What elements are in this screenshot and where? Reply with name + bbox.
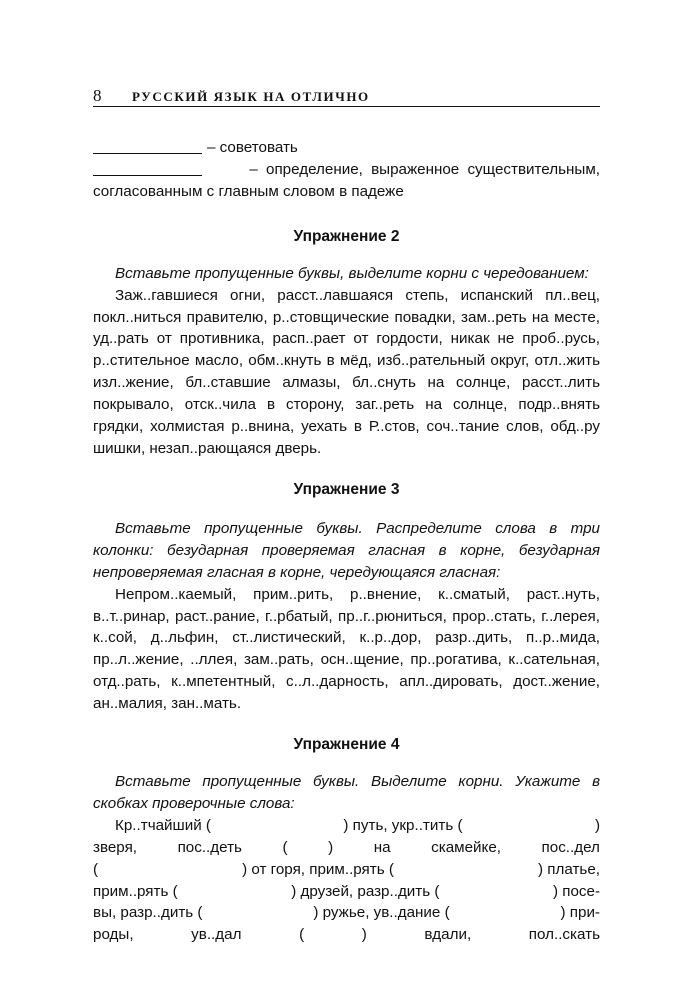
line-part: ( [299, 926, 305, 944]
exercise-2-title: Упражнение 2 [293, 227, 400, 245]
term-definition: – советовать [207, 139, 298, 156]
line-part: Кр..тчайший ( [115, 816, 211, 834]
book-title: РУССКИЙ ЯЗЫК НА ОТЛИЧНО [132, 89, 370, 104]
line-part: ) друзей, разр..дить ( [291, 882, 440, 900]
line-part: ) [361, 926, 367, 944]
exercise-4-line [93, 837, 600, 859]
term-line-2 [93, 159, 600, 181]
line-part: скамейке, [431, 838, 501, 856]
answer-blank [93, 159, 202, 176]
line-part: ) ружье, ув..дание ( [313, 904, 450, 922]
exercise-2-text: Заж..гавшиеся огни, расст..лавшаяся степь, испанский пл..вец, покл..ниться правителю, р..стовщические повадки, зам..реть на месте, уд..рать от противника, расп..рает от гордости, никак не проб..русь, р..стительное масло, обм..кнуть в мёд, изб..рательный округ, отл..жить изл..жение, бл..ставшие алмазы, бл..снуть на солнце, расст..лить покрывало, отск..чила в сторону, заг..реть на солнце, подр..внять грядки, холмистая р..внина, уехать в Р..стов, соч..тание слов, обд..ру шишки, незап..рающаяся дверь. [93, 286, 600, 457]
exercise-3-instruction: Вставьте пропущенные буквы. Распределите слова в три колонки: безударная проверяемая гласная в корне, безударная непроверяемая гласная в корне, чередующаяся гласная: [93, 519, 600, 581]
exercise-3-title: Упражнение 3 [293, 480, 400, 498]
answer-blank [93, 137, 202, 154]
book-page [93, 84, 600, 946]
line-part: прим..рять ( [93, 882, 178, 900]
exercise-4-title: Упражнение 4 [293, 736, 400, 754]
exercise-4-line [93, 881, 600, 903]
line-part: ) при- [560, 904, 600, 922]
line-part: пос..деть [177, 838, 242, 856]
term-definition: – определение, выраженное существительным, [249, 160, 600, 178]
line-part: зверя, [93, 838, 138, 856]
line-part: ув..дал [191, 926, 242, 944]
page-content [93, 137, 600, 946]
line-part: ( [282, 838, 288, 856]
line-part: ( [93, 860, 99, 878]
line-part: роды, [93, 926, 134, 944]
line-part: пос..дел [541, 838, 600, 856]
term-line-1 [93, 137, 600, 159]
line-part: вдали, [424, 926, 472, 944]
running-header [93, 84, 600, 107]
line-part: ) от горя, прим..рять ( [242, 860, 394, 878]
exercise-4-line [93, 815, 600, 837]
line-part: ) платье, [537, 860, 600, 878]
line-part: ) посе- [552, 882, 600, 900]
exercise-4-line [93, 924, 600, 946]
term-line-3: согласованным с главным словом в падеже [93, 182, 404, 200]
exercise-2-instruction: Вставьте пропущенные буквы, выделите корни с чередованием: [115, 264, 589, 282]
line-part: ) путь, укр..тить ( [343, 816, 463, 834]
page-number: 8 [93, 86, 102, 105]
line-part: ) [328, 838, 334, 856]
line-part: на [373, 838, 391, 856]
line-part: ) [594, 816, 600, 834]
line-part: вы, разр..дить ( [93, 904, 203, 922]
line-part: пол..скать [528, 926, 600, 944]
exercise-4-instruction: Вставьте пропущенные буквы. Выделите корни. Укажите в скобках проверочные слова: [93, 773, 600, 812]
exercise-4-line [93, 902, 600, 924]
exercise-4-line [93, 859, 600, 881]
exercise-3-text: Непром..каемый, прим..рить, р..внение, к..сматый, раст..нуть, в..т..ринар, раст..рание, г..рбатый, пр..г..рюниться, прор..стать, г..лерея, к..сой, д..льфин, ст..листический, к..р..дор, разр..дить, п..р..мида, пр..л..жение, ..ллея, зам..рать, осн..щение, пр..рогатива, к..сательная, отд..рать, к..мпетентный, с..л..дарность, апл..дировать, дост..жение, ан..малия, зан..мать. [93, 585, 600, 713]
